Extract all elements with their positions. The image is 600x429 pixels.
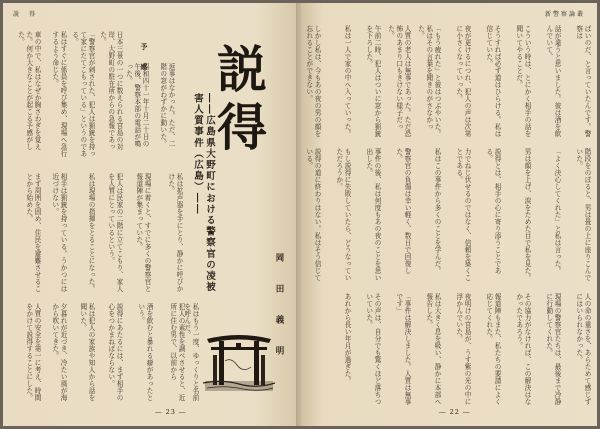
left-page [3, 3, 299, 426]
body-column-left-3f: 人質の安全を第一に考え、時間をかけて説得することにした。 [24, 303, 41, 401]
body-column-left-2b: 犯人は民家の二階に立てこもり、家人を人質にとっているという。 [106, 173, 123, 292]
body-column-left-1b: 日本三景の一つに数えられる宮島の対岸、大野町の駐在所からの急報であった。 [98, 31, 123, 150]
body-column-right-1d: そうすれば必ず道はひらける。私は信じていた。 [484, 25, 501, 137]
body-column-left-2f: 私は拡声器を手にとり、静かに呼びかけた。 [166, 173, 183, 292]
body-column-left-2c: 私は現場の指揮をとることになった。 [87, 173, 95, 292]
body-column-left-3e: 夕暮れが近づき、冷たい風が海から吹いてきた。 [50, 303, 67, 401]
body-column-right-3h: その声は、自分でも驚くほど落ちついていた。 [364, 293, 381, 405]
body-column-right-1h: 午前二時、犯人はついに窓から猟銃を下ろした。 [364, 25, 381, 137]
body-column-right-3b: 現場の警察官たちは、最後まで冷静に行動してくれた。 [544, 293, 561, 405]
body-column-right-2d: 説得とは、相手の心に寄り添うことである。 [484, 148, 501, 274]
body-column-right-2b: 「よく決心してくれた」と私は言った。 [553, 148, 561, 274]
body-column-right-2c: 男は顔を上げ、涙をためた目で私を見た。 [523, 148, 531, 281]
body-column-right-1c: こういう時は、とにかく相手の話を聞いてやることだ。 [514, 25, 531, 137]
body-column-left-1f: 返事はなかった。ただ、二階の窓がわずかに動いた。 [158, 63, 175, 147]
body-column-right-2h: 事件の後、私は何度もあの夜のことを思い出した。 [364, 148, 381, 281]
section-heading: 予 感 [140, 43, 149, 73]
body-column-right-1g: 人質の老人は無事であった。ただ恐怖のあまり口もきけない様子だった。 [386, 25, 411, 137]
author-name: 岡 田 義 明 [274, 253, 284, 362]
body-column-left-1e: 車の中で、私はなぜか胸さわぎを覚えた。何か大きなことが起こる予感がした。 [16, 31, 41, 150]
article-subtitle: ――広島県大野町における警察官の凌被害人質事件（広島）―― [192, 93, 215, 293]
right-page [299, 3, 597, 426]
page-number-right: ― 22 ― [439, 408, 471, 416]
body-column-left-3d: 私は犯人の家族や知人から話を聞いた。 [78, 303, 95, 401]
running-head-left: 説 得 [13, 11, 38, 18]
body-column-left-1a: 昭和四十一年十月二十日の午後、警察本部の電話が鳴った。 [124, 63, 149, 147]
article-title: 説得 [209, 43, 268, 159]
body-column-right-2g: 警察官の負傷は幸い軽く、数日で回復した。 [394, 148, 411, 274]
body-column-left-3c: 説得にあたるには、まず相手の心をつかまねばならない。 [106, 303, 123, 401]
body-column-right-2i: もし説得に失敗していたら、どうなっていただろうか。 [334, 148, 351, 281]
body-column-left-2a: 現場に着くと、すでに多くの警察官と報道陣が集まっていた。 [134, 173, 151, 292]
body-column-right-3d: 報道陣もまた、私たちの要請によく応じてくれた。 [484, 293, 501, 405]
body-column-right-2a: 階段をのぼると、男は畳の上に座りこんでいた。 [574, 148, 591, 281]
body-column-left-1c: 「警察官が刺された、犯人は猟銃を持って家にたてこもっている」というのである。 [70, 31, 95, 157]
body-column-right-1a: ぱいのだ、と言っていたんです。警察は [574, 25, 591, 137]
body-column-right-3e: 夜明けの宮島が、うす紫の光の中に浮かんでいた。 [454, 293, 471, 405]
body-column-left-3b: 酒を飲むと暴れる癖があったという。 [136, 303, 153, 401]
body-column-right-3g: 「事件は解決しました。人質は無事です」 [394, 293, 411, 405]
body-column-right-3f: 私は大きく息を吸い、静かに本部へ報告した。 [424, 293, 441, 405]
body-column-right-2e: 力でねじ伏せるのではなく、信頼を築くことである。 [454, 148, 471, 281]
body-column-right-1b: 話が違うと思いました。彼は酒を飲んでいて、 [544, 25, 561, 137]
torii-gate-illustration [203, 321, 275, 393]
body-column-right-1e: 夜が更けるにつれ、犯人の声は次第に小さくなっていった。 [454, 25, 471, 137]
body-column-left-3g: 私はもう一度、ゆっくりと名前を呼んだ。 [182, 303, 199, 401]
body-column-right-1i: 私は一人で家の中へ入っていった。 [343, 25, 351, 137]
body-column-left-1d: 私はすぐに係員を呼び集め、現場へ急行するよう命じた。 [50, 31, 67, 157]
body-column-left-3a: 犯人の素性を調べさせると、近所に住む男で、以前から [168, 303, 185, 401]
body-column-right-3i: あれから長い年月が過ぎた。 [343, 293, 351, 384]
body-column-right-3a: 人の命の重さを、あらためて感じずにはいられなかった。 [574, 293, 591, 405]
body-column-right-2f: 私はこの事件から多くのことを学んだ。 [433, 148, 441, 274]
body-column-right-1j: しかし私は、今もあの夜の男の顔を忘れることができない。 [304, 25, 321, 137]
page-number-left: ― 23 ― [155, 408, 187, 416]
book-gutter-shadow [296, 3, 302, 426]
body-column-left-2d: 相手は猟銃を持っている。うかつには近づけない。 [50, 173, 67, 292]
body-column-left-2e: まず周囲を固め、住民を避難させることから始めた。 [24, 173, 41, 292]
body-column-right-1f: 「もう疲れた」と彼はつぶやいた。私はその言葉を聞きのがさなかった。 [416, 25, 441, 137]
body-column-right-2j: 説得の道に終わりはない。私はそう信じている。 [304, 148, 321, 281]
running-head-right: 新警察論叢 [544, 11, 585, 18]
body-column-right-3c: その協力がなければ、この解決はなかったであろう。 [514, 293, 531, 405]
